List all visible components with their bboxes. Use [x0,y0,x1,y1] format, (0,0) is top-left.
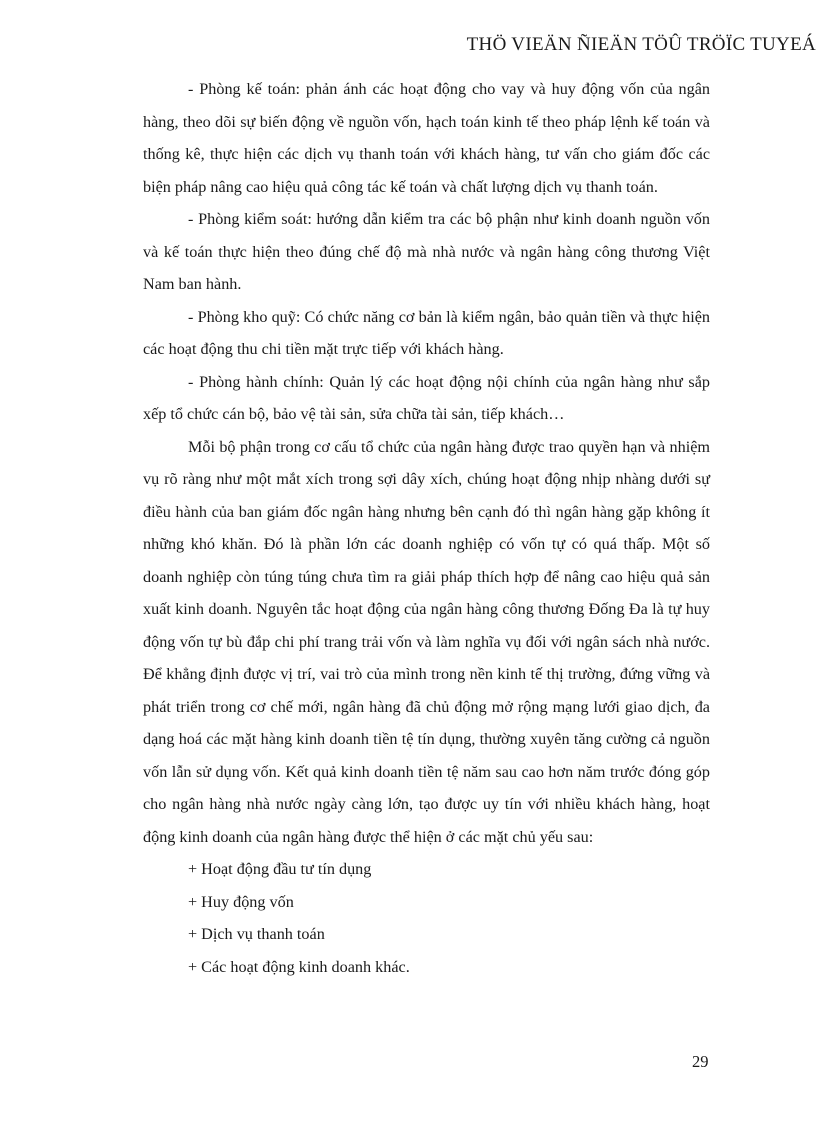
page-header-title: THÖ VIEÄN ÑIEÄN TÖÛ TRÖÏC TUYEÁ [466,34,816,55]
business-activities-list [143,853,710,983]
list-item: + Dịch vụ thanh toán [188,925,325,943]
page-number: 29 [692,1052,709,1071]
paragraph-control-dept: - Phòng kiểm soát: hướng dẫn kiểm tra các bộ phận như kinh doanh nguồn vốn và kế toán thực hiện theo đúng chế độ mà nhà nước và ngân hàng công thương Việt Nam ban hành. [143,210,710,293]
paragraph-treasury-dept: - Phòng kho quỹ: Có chức năng cơ bản là kiểm ngân, bảo quản tiền và thực hiện các hoạt động thu chi tiền mặt trực tiếp với khách hàng. [143,307,710,358]
paragraph-admin-dept: - Phòng hành chính: Quản lý các hoạt động nội chính của ngân hàng như sắp xếp tổ chức cán bộ, bảo vệ tài sản, sửa chữa tài sản, tiếp khách… [143,372,710,423]
list-item: + Các hoạt động kinh doanh khác. [188,957,410,976]
paragraph-accounting-dept: - Phòng kế toán: phản ánh các hoạt động cho vay và huy động vốn của ngân hàng, theo dõi sự biến động về nguồn vốn, hạch toán kinh tế theo pháp lệnh kế toán và thống kê, thực hiện các dịch vụ thanh toán với khách hàng, tư vấn cho giám đốc các biện pháp nâng cao hiệu quả công tác kế toán và chất lượng dịch vụ thanh toán. [143,80,710,196]
list-item: + Huy động vốn [188,892,294,911]
paragraph-organization-summary: Mỗi bộ phận trong cơ cấu tổ chức của ngân hàng được trao quyền hạn và nhiệm vụ rõ ràng như một mắt xích trong sợi dây xích, chúng hoạt động nhịp nhàng dưới sự điều hành của ban giám đốc ngân hàng nhưng bên cạnh đó thì ngân hàng gặp không ít những khó khăn. Đó là phần lớn các doanh nghiệp có vốn tự có quá thấp. Một số doanh nghiệp còn túng túng chưa tìm ra giải pháp thích hợp để nâng cao hiệu quả sản xuất kinh doanh. Nguyên tắc hoạt động của ngân hàng công thương Đống Đa là tự huy động vốn tự bù đắp chi phí trang trải vốn và làm nghĩa vụ đối với ngân sách nhà nước. Để khẳng định được vị trí, vai trò của mình trong nền kinh tế thị trường, đứng vững và phát triển trong cơ chế mới, ngân hàng đã chủ động mở rộng mạng lưới giao dịch, đa dạng hoá các mặt hàng kinh doanh tiền tệ tín dụng, thường xuyên tăng cường cả nguồn vốn lẫn sử dụng vốn. Kết quả kinh doanh tiền tệ năm sau cao hơn năm trước đóng góp cho ngân hàng nhà nước ngày càng lớn, tạo được uy tín với nhiều khách hàng, hoạt động kinh doanh của ngân hàng được thể hiện ở các mặt chủ yếu sau: [143,437,710,846]
document-body [143,73,710,983]
list-item: + Hoạt động đầu tư tín dụng [188,860,372,878]
